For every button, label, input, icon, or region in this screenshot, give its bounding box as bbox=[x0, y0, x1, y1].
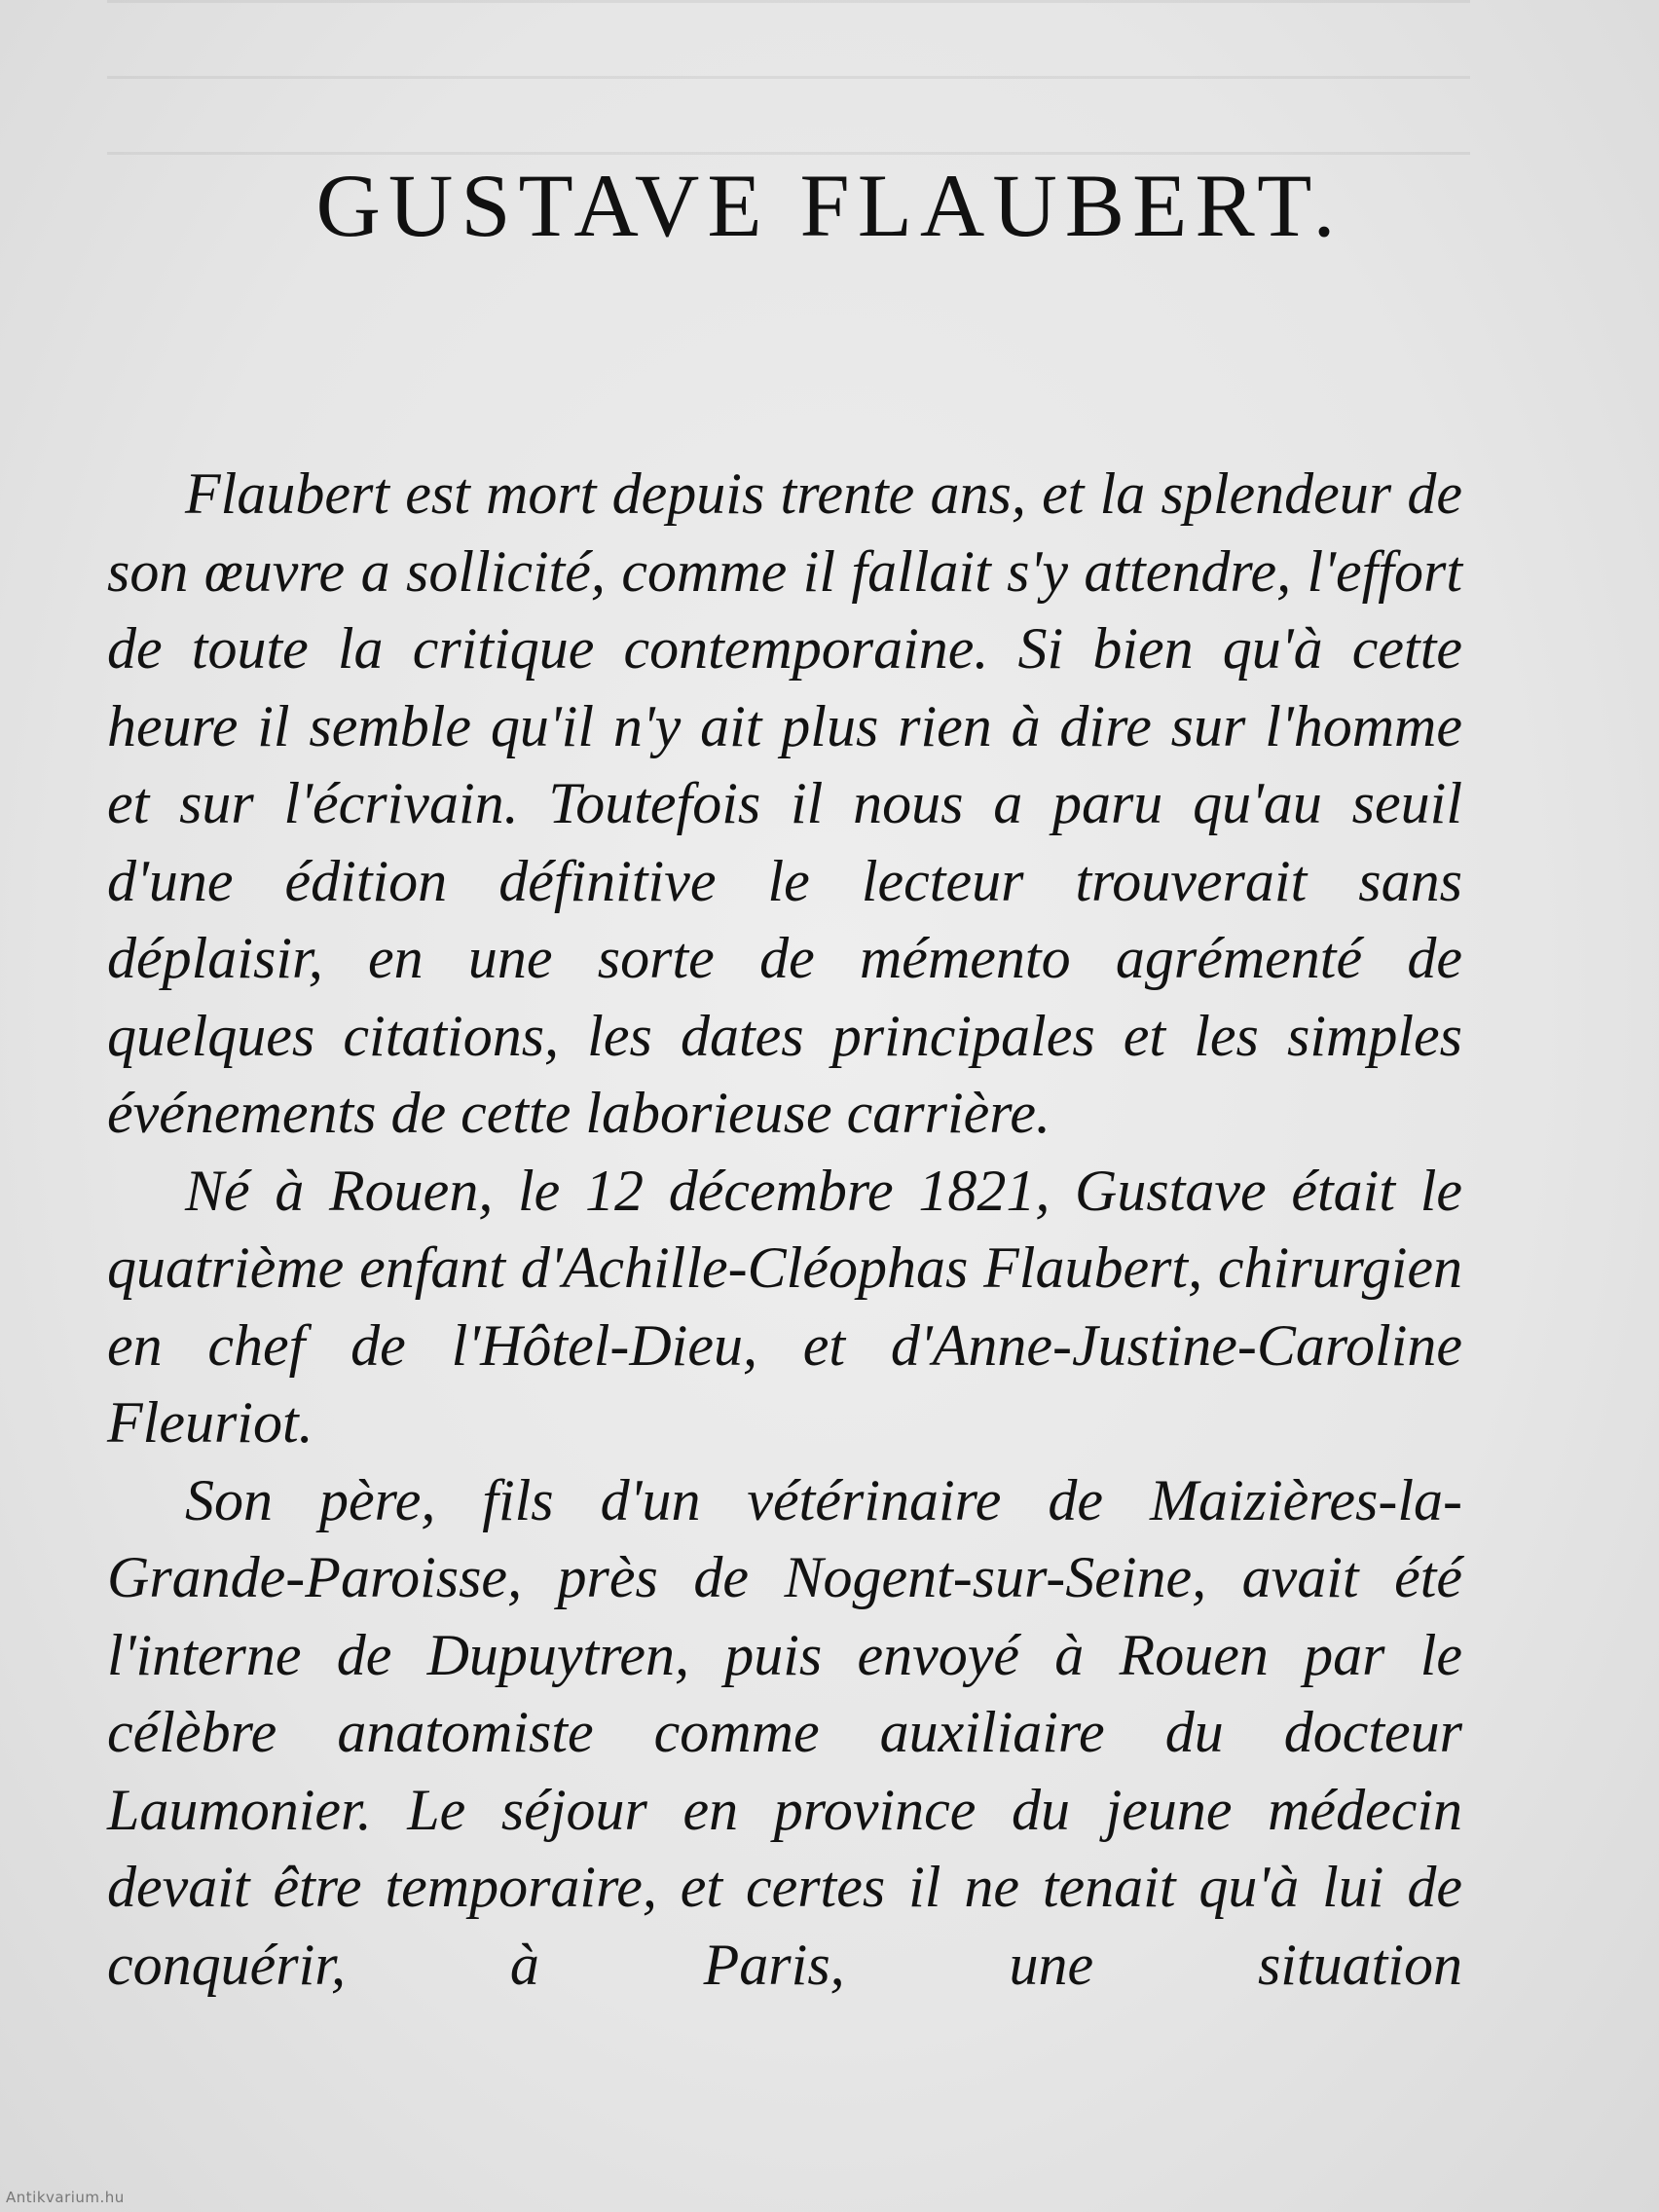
paragraph-2: Né à Rouen, le 12 décembre 1821, Gustave était le quatrième enfant d'Achille-Cléophas Flaubert, chirurgien en chef de l'Hôtel-Dieu, et d'Anne-Justine-Caroline Fleuriot. bbox=[107, 1158, 1462, 1455]
body-text bbox=[107, 456, 1462, 2004]
page-title: GUSTAVE FLAUBERT. bbox=[315, 156, 1344, 255]
paragraph-1: Flaubert est mort depuis trente ans, et la splendeur de son œuvre a sollicité, comme il fallait s'y attendre, l'effort de toute la critique contemporaine. Si bien qu'à cette heure il semble qu'il n'y ait plus rien à dire sur l'homme et sur l'écrivain. Toutefois il nous a paru qu'au seuil d'une édition définitive le lecteur trouverait sans déplaisir, en une sorte de mémento agrémenté de quelques citations, les dates principales et les simples événements de cette laborieuse carrière. bbox=[107, 461, 1462, 1145]
watermark: Antikvarium.hu bbox=[6, 2189, 125, 2206]
paragraph-3: Son père, fils d'un vétérinaire de Maizières-la-Grande-Paroisse, près de Nogent-sur-Seine, avait été l'interne de Dupuytren, puis envoyé à Rouen par le célèbre anatomiste comme auxiliaire du docteur Laumonier. Le séjour en province du jeune médecin devait être temporaire, et certes il ne tenait qu'à lui de conquérir, à Paris, une situation bbox=[107, 1467, 1462, 1997]
show-through-text bbox=[107, 0, 1470, 156]
